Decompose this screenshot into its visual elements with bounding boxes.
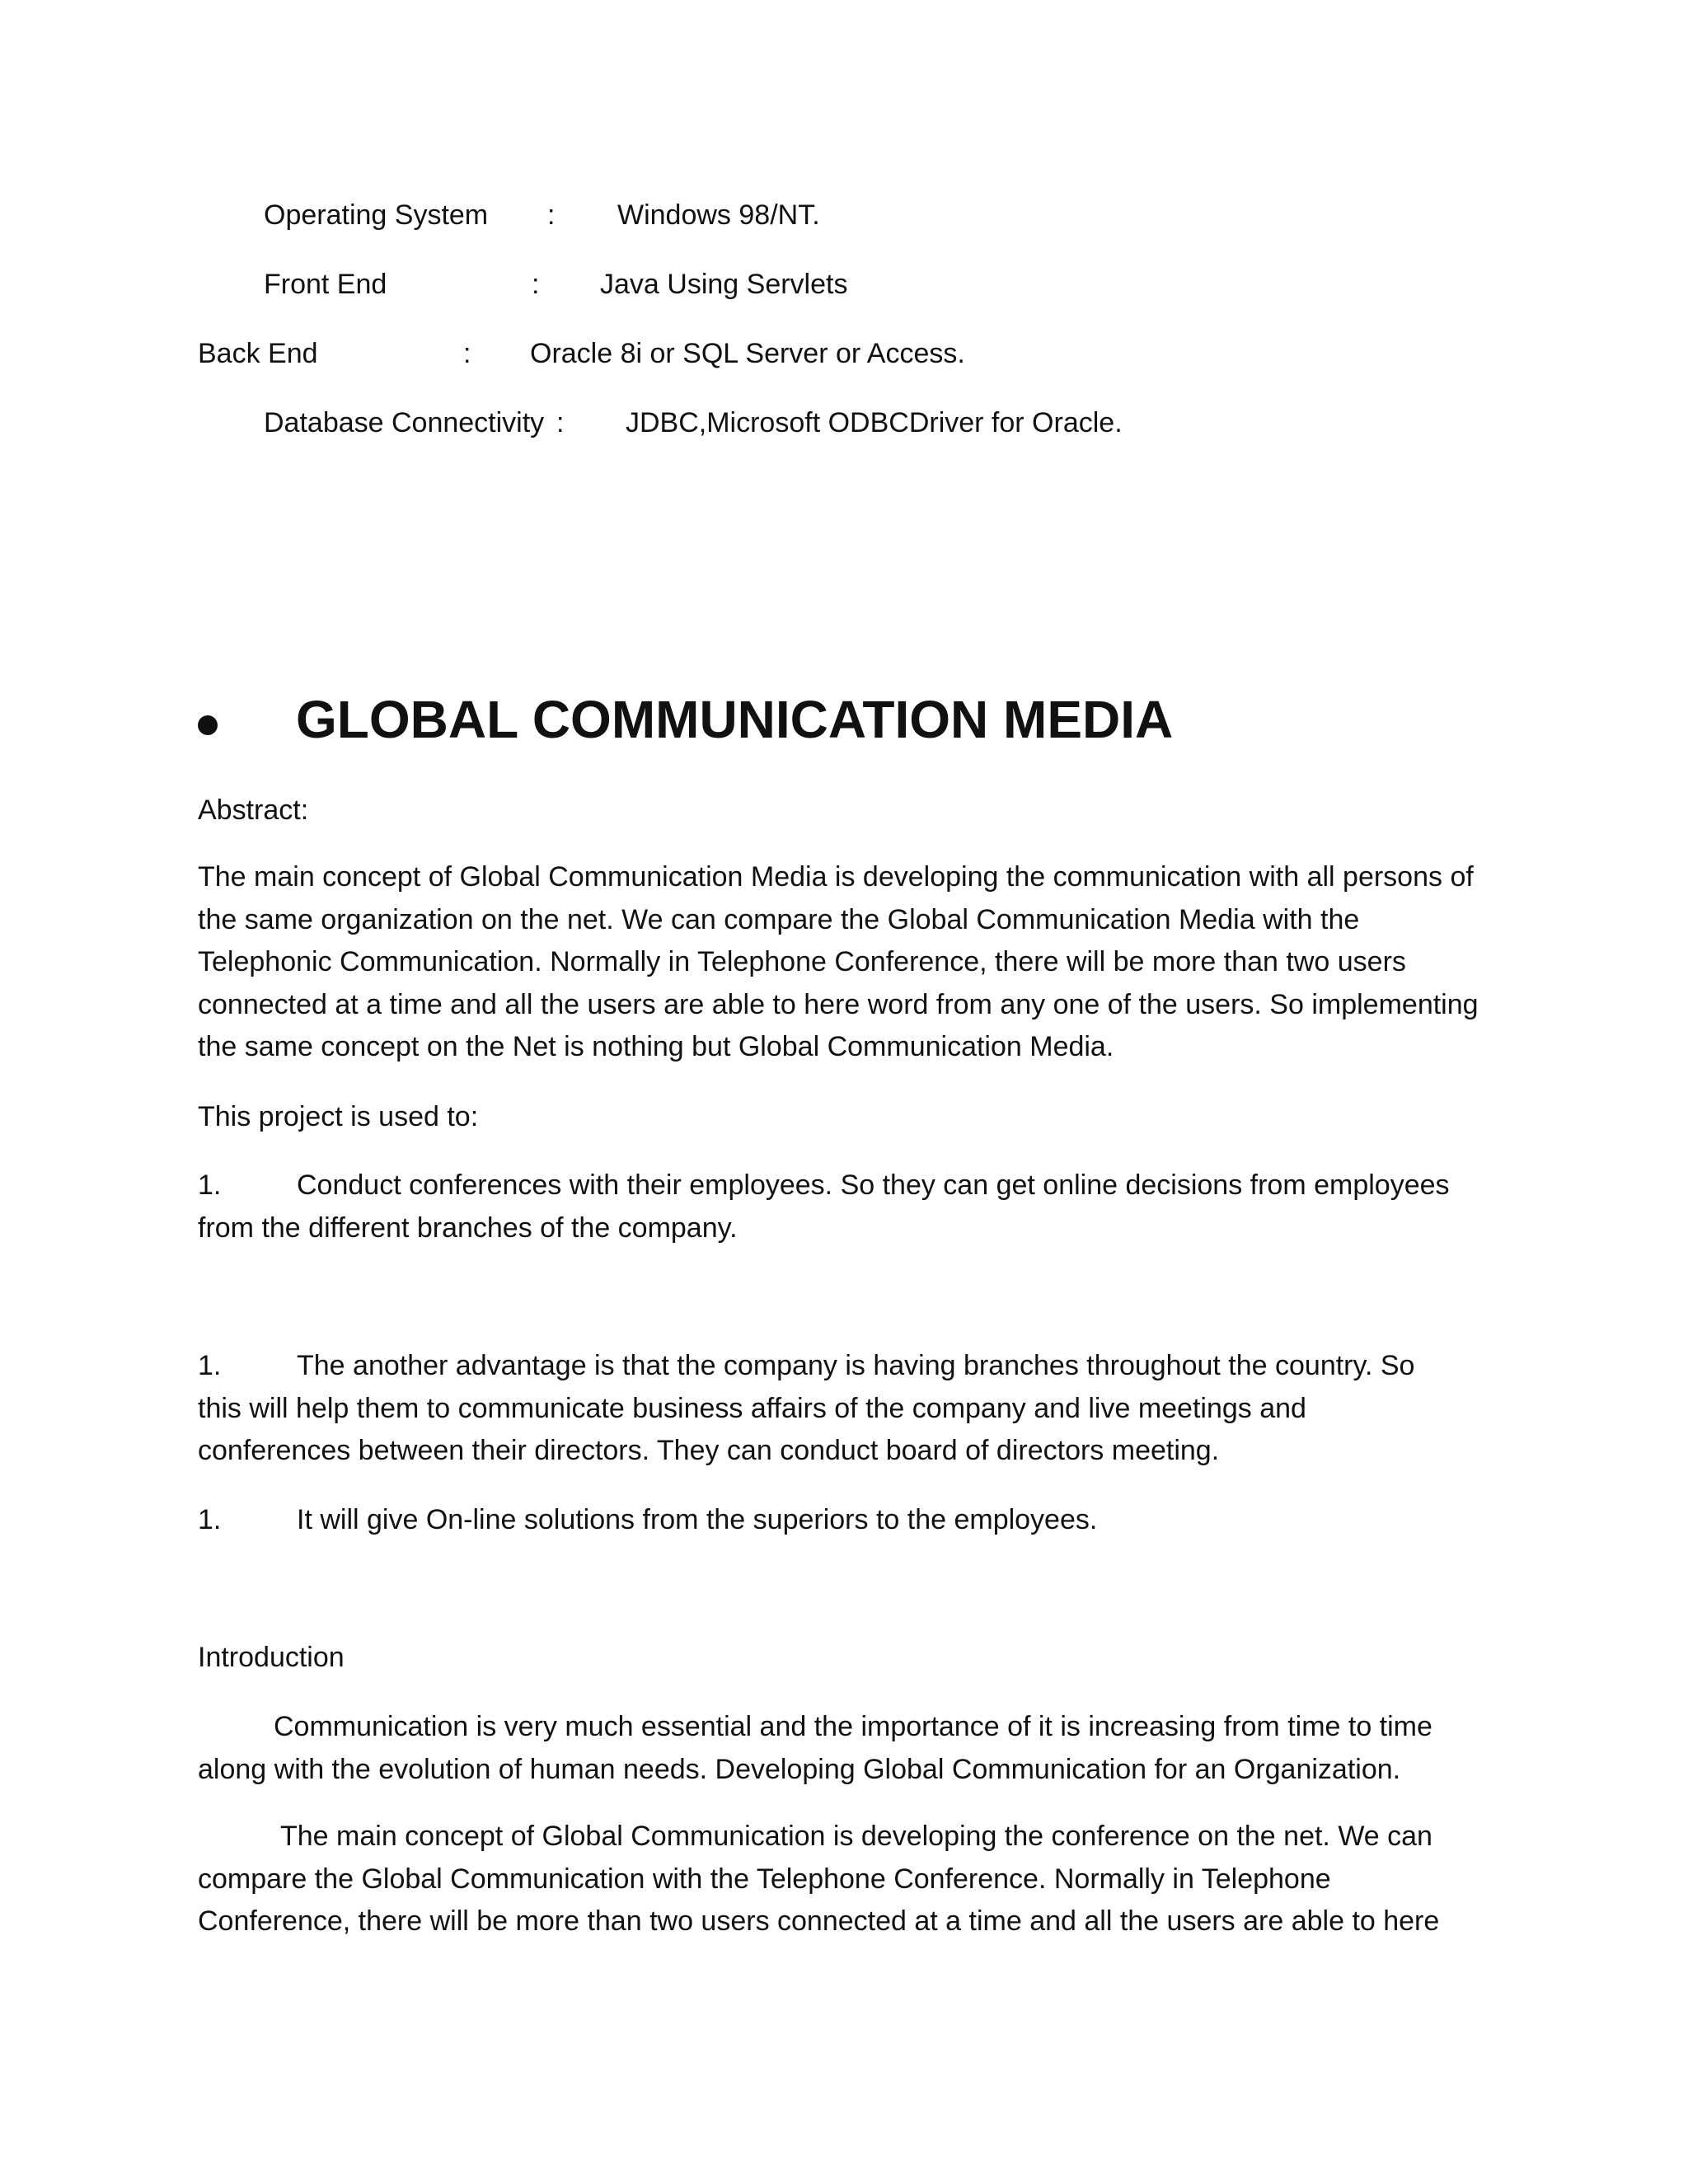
spec-label: Front End bbox=[264, 269, 387, 300]
spec-separator: : bbox=[532, 269, 540, 300]
list-number: 1. bbox=[198, 1504, 222, 1535]
uses-intro: This project is used to: bbox=[198, 1101, 479, 1132]
spec-separator: : bbox=[463, 338, 471, 369]
heading-bullet bbox=[198, 715, 218, 735]
list-item bbox=[198, 1345, 1463, 1473]
spec-row-front-end bbox=[0, 266, 1688, 302]
spec-row-back-end bbox=[0, 335, 1688, 372]
list-text: Conduct conferences with their employees. So they can get online decisions from employees from the different branches of the company. bbox=[198, 1169, 1450, 1244]
introduction-label: Introduction bbox=[198, 1642, 345, 1673]
list-text: It will give On-line solutions from the superiors to the employees. bbox=[297, 1504, 1098, 1535]
spec-row-database-connectivity bbox=[0, 405, 1688, 441]
spec-value: Windows 98/NT. bbox=[617, 199, 820, 231]
section-heading: GLOBAL COMMUNICATION MEDIA bbox=[296, 690, 1174, 749]
spec-value: Oracle 8i or SQL Server or Access. bbox=[530, 338, 965, 369]
list-item bbox=[198, 1499, 1484, 1542]
abstract-body: The main concept of Global Communication Media is developing the communication with all persons of the same organization on the net. We can compare the Global Communication Media with the Telephonic Communication. Normally in Telephone Conference, there will be more than two users connected at a time and all the users are able to here word from any one of the users. So implementing the same concept on the Net is nothing but Global Communication Media. bbox=[198, 861, 1479, 1062]
spec-label: Database Connectivity bbox=[264, 407, 545, 438]
list-text: The another advantage is that the company is having branches throughout the country. So this will help them to communicate business affairs of the company and live meetings and conferences between their directors. They can conduct board of directors meeting. bbox=[198, 1350, 1415, 1466]
spec-label: Operating System bbox=[264, 199, 489, 231]
introduction-paragraph: Communication is very much essential and the importance of it is increasing from time to time along with the evolution of human needs. Developing Global Communication for an Organization. bbox=[198, 1711, 1432, 1785]
spec-value: Java Using Servlets bbox=[600, 269, 848, 300]
introduction-paragraph: The main concept of Global Communication is developing the conference on the net. We can compare the Global Communication with the Telephone Conference. Normally in Telephone Conference, there will be more than two users connected at a time and all the users are able to here bbox=[198, 1821, 1440, 1937]
spec-separator: : bbox=[547, 199, 556, 231]
spec-value: JDBC,Microsoft ODBCDriver for Oracle. bbox=[626, 407, 1123, 438]
list-number: 1. bbox=[198, 1350, 222, 1381]
list-item bbox=[198, 1165, 1479, 1249]
list-number: 1. bbox=[198, 1169, 222, 1201]
spec-label: Back End bbox=[198, 338, 318, 369]
abstract-label: Abstract: bbox=[198, 794, 309, 826]
spec-row-operating-system bbox=[0, 197, 1688, 233]
spec-separator: : bbox=[556, 407, 565, 438]
